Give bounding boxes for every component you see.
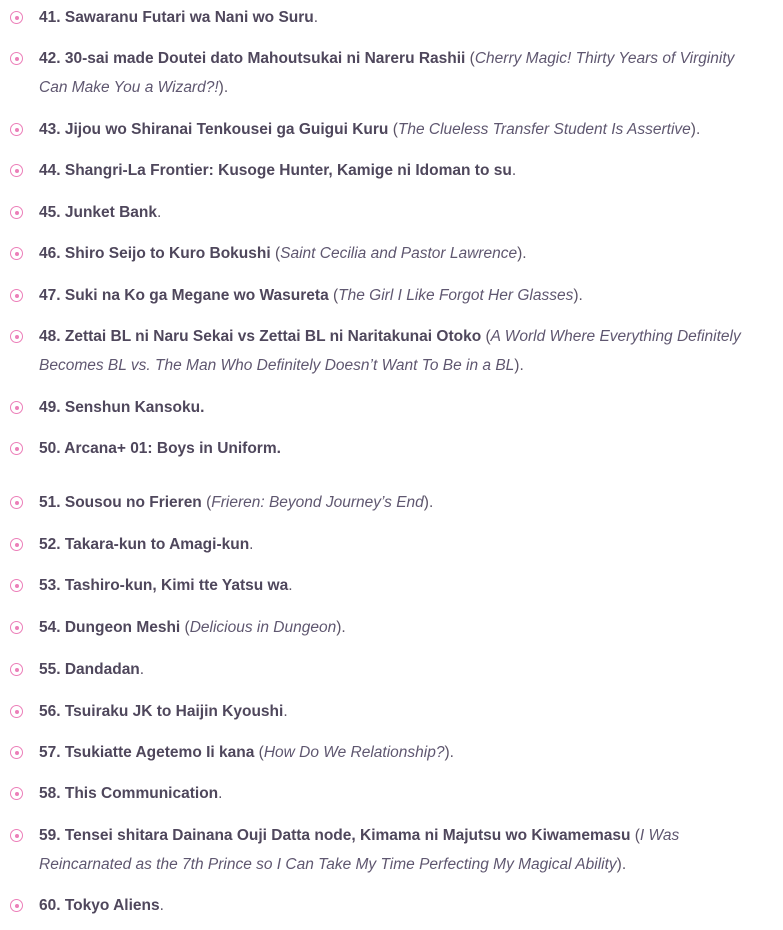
bullet-icon bbox=[10, 123, 23, 136]
list-item-text: 42. 30-sai made Doutei dato Mahoutsukai ni Nareru Rashii (Cherry Magic! Thirty Years of Virginity Can Make You a Wizard?!). bbox=[39, 50, 735, 96]
trailing-period: . bbox=[695, 121, 701, 138]
trailing-period: . bbox=[449, 744, 454, 761]
english-title: Delicious in Dungeon bbox=[189, 619, 337, 636]
list-item bbox=[0, 571, 783, 600]
trailing-period: . bbox=[157, 204, 162, 221]
anime-title: 58. This Communication bbox=[39, 785, 219, 802]
list-item bbox=[0, 738, 783, 767]
list-item bbox=[0, 393, 783, 422]
list-item-text: 43. Jijou wo Shiranai Tenkousei ga Guigui Kuru (The Clueless Transfer Student Is Assertive). bbox=[39, 121, 701, 138]
list-item-text bbox=[39, 779, 764, 808]
bullet-icon bbox=[10, 829, 23, 842]
trailing-period: . bbox=[218, 785, 223, 802]
list-item-text: 51. Sousou no Frieren (Frieren: Beyond Journey’s End). bbox=[39, 494, 434, 511]
list-item-text: 46. Shiro Seijo to Kuro Bokushi (Saint Cecilia and Pastor Lawrence). bbox=[39, 245, 527, 262]
anime-title: 49. Senshun Kansoku. bbox=[39, 399, 205, 416]
trailing-period: . bbox=[511, 162, 517, 179]
trailing-period: . bbox=[621, 856, 627, 873]
english-title: The Girl I Like Forgot Her Glasses bbox=[338, 287, 574, 304]
bullet-icon bbox=[10, 164, 23, 177]
list-item bbox=[0, 44, 783, 102]
list-item-text: 54. Dungeon Meshi (Delicious in Dungeon). bbox=[39, 619, 346, 636]
trailing-period: . bbox=[313, 9, 319, 26]
list-item-text bbox=[39, 393, 764, 422]
anime-title: 43. Jijou wo Shiranai Tenkousei ga Guigui Kuru bbox=[39, 121, 389, 138]
list-item bbox=[0, 655, 783, 684]
list-item-text: 57. Tsukiatte Agetemo Ii kana (How Do We Relationship?). bbox=[39, 744, 454, 761]
english-title: A World Where Everything Definitely Becomes BL vs. The Man Who Definitely Doesn’t Want To Be in a BL bbox=[39, 328, 741, 374]
trailing-period: . bbox=[578, 287, 583, 304]
bullet-icon bbox=[10, 899, 23, 912]
english-title: How Do We Relationship? bbox=[263, 744, 445, 761]
anime-title: 53. Tashiro-kun, Kimi tte Yatsu wa bbox=[39, 577, 289, 594]
list-item bbox=[0, 281, 783, 310]
anime-title: 51. Sousou no Frieren bbox=[39, 494, 202, 511]
list-item bbox=[0, 198, 783, 227]
anime-title: 54. Dungeon Meshi bbox=[39, 619, 181, 636]
bullet-icon bbox=[10, 496, 23, 509]
bullet-icon bbox=[10, 538, 23, 551]
list-item-text: 48. Zettai BL ni Naru Sekai vs Zettai BL ni Naritakunai Otoko (A World Where Everything Definitely Becomes BL vs. The Man Who Definitely Doesn’t Want To Be in a BL). bbox=[39, 328, 741, 374]
list-item bbox=[0, 322, 783, 380]
anime-title: 46. Shiro Seijo to Kuro Bokushi bbox=[39, 245, 271, 262]
bullet-icon bbox=[10, 621, 23, 634]
list-item bbox=[0, 613, 783, 642]
list-item-text bbox=[39, 530, 764, 559]
anime-title: 55. Dandadan bbox=[39, 661, 140, 678]
anime-title: 52. Takara-kun to Amagi-kun bbox=[39, 536, 250, 553]
english-title: Saint Cecilia and Pastor Lawrence bbox=[280, 245, 518, 262]
list-item-text bbox=[39, 571, 764, 600]
anime-title: 56. Tsuiraku JK to Haijin Kyoushi bbox=[39, 703, 284, 720]
list-item-text bbox=[39, 697, 764, 726]
list-item-text bbox=[39, 3, 764, 32]
bullet-icon bbox=[10, 330, 23, 343]
anime-title: 44. Shangri-La Frontier: Kusoge Hunter, Kamige ni Idoman to su bbox=[39, 162, 512, 179]
list-item-text: 59. Tensei shitara Dainana Ouji Datta node, Kimama ni Majutsu wo Kiwamemasu (I Was Reincarnated as the 7th Prince so I Can Take My Time Perfecting My Magical Ability). bbox=[39, 827, 680, 873]
list-item bbox=[0, 530, 783, 559]
list-item-text bbox=[39, 434, 764, 463]
list-item bbox=[0, 488, 783, 517]
trailing-period: . bbox=[223, 79, 229, 96]
anime-title: 41. Sawaranu Futari wa Nani wo Suru bbox=[39, 9, 314, 26]
bullet-icon bbox=[10, 746, 23, 759]
list-item bbox=[0, 239, 783, 268]
english-title: I Was Reincarnated as the 7th Prince so I Can Take My Time Perfecting My Magical Ability bbox=[39, 827, 680, 873]
trailing-period: . bbox=[249, 536, 254, 553]
anime-title: 45. Junket Bank bbox=[39, 204, 158, 221]
trailing-period: . bbox=[341, 619, 346, 636]
list-item bbox=[0, 821, 783, 879]
bullet-icon bbox=[10, 289, 23, 302]
list-item bbox=[0, 3, 783, 32]
anime-title: 42. 30-sai made Doutei dato Mahoutsukai ni Nareru Rashii bbox=[39, 50, 466, 67]
bullet-icon bbox=[10, 206, 23, 219]
anime-title: 59. Tensei shitara Dainana Ouji Datta node, Kimama ni Majutsu wo Kiwamemasu bbox=[39, 827, 631, 844]
bullet-icon bbox=[10, 247, 23, 260]
list-item-text bbox=[39, 891, 764, 920]
trailing-period: . bbox=[428, 494, 434, 511]
trailing-period: . bbox=[283, 703, 288, 720]
english-title: Frieren: Beyond Journey’s End bbox=[211, 494, 424, 511]
anime-title: 60. Tokyo Aliens bbox=[39, 897, 160, 914]
list-item bbox=[0, 156, 783, 185]
english-title: The Clueless Transfer Student Is Assertive bbox=[397, 121, 691, 138]
list-item bbox=[0, 697, 783, 726]
trailing-period: . bbox=[288, 577, 293, 594]
anime-title: 50. Arcana+ 01: Boys in Uniform. bbox=[39, 440, 281, 457]
list-item-text: 47. Suki na Ko ga Megane wo Wasureta (The Girl I Like Forgot Her Glasses). bbox=[39, 287, 583, 304]
anime-title: 47. Suki na Ko ga Megane wo Wasureta bbox=[39, 287, 329, 304]
trailing-period: . bbox=[522, 245, 527, 262]
trailing-period: . bbox=[159, 897, 164, 914]
bullet-icon bbox=[10, 52, 23, 65]
anime-title: 57. Tsukiatte Agetemo Ii kana bbox=[39, 744, 255, 761]
list-item bbox=[0, 115, 783, 144]
bullet-icon bbox=[10, 11, 23, 24]
trailing-period: . bbox=[519, 357, 524, 374]
list-item-text bbox=[39, 198, 764, 227]
list-item bbox=[0, 891, 783, 920]
list-item-text bbox=[39, 655, 764, 684]
trailing-period: . bbox=[139, 661, 145, 678]
english-title: Cherry Magic! Thirty Years of Virginity Can Make You a Wizard?! bbox=[39, 50, 735, 96]
bullet-icon bbox=[10, 579, 23, 592]
list-item-text bbox=[39, 156, 764, 185]
bullet-icon bbox=[10, 705, 23, 718]
bullet-icon bbox=[10, 442, 23, 455]
bullet-icon bbox=[10, 663, 23, 676]
bullet-icon bbox=[10, 401, 23, 414]
list-item bbox=[0, 779, 783, 808]
anime-title: 48. Zettai BL ni Naru Sekai vs Zettai BL ni Naritakunai Otoko bbox=[39, 328, 482, 345]
bullet-icon bbox=[10, 787, 23, 800]
list-item bbox=[0, 434, 783, 463]
